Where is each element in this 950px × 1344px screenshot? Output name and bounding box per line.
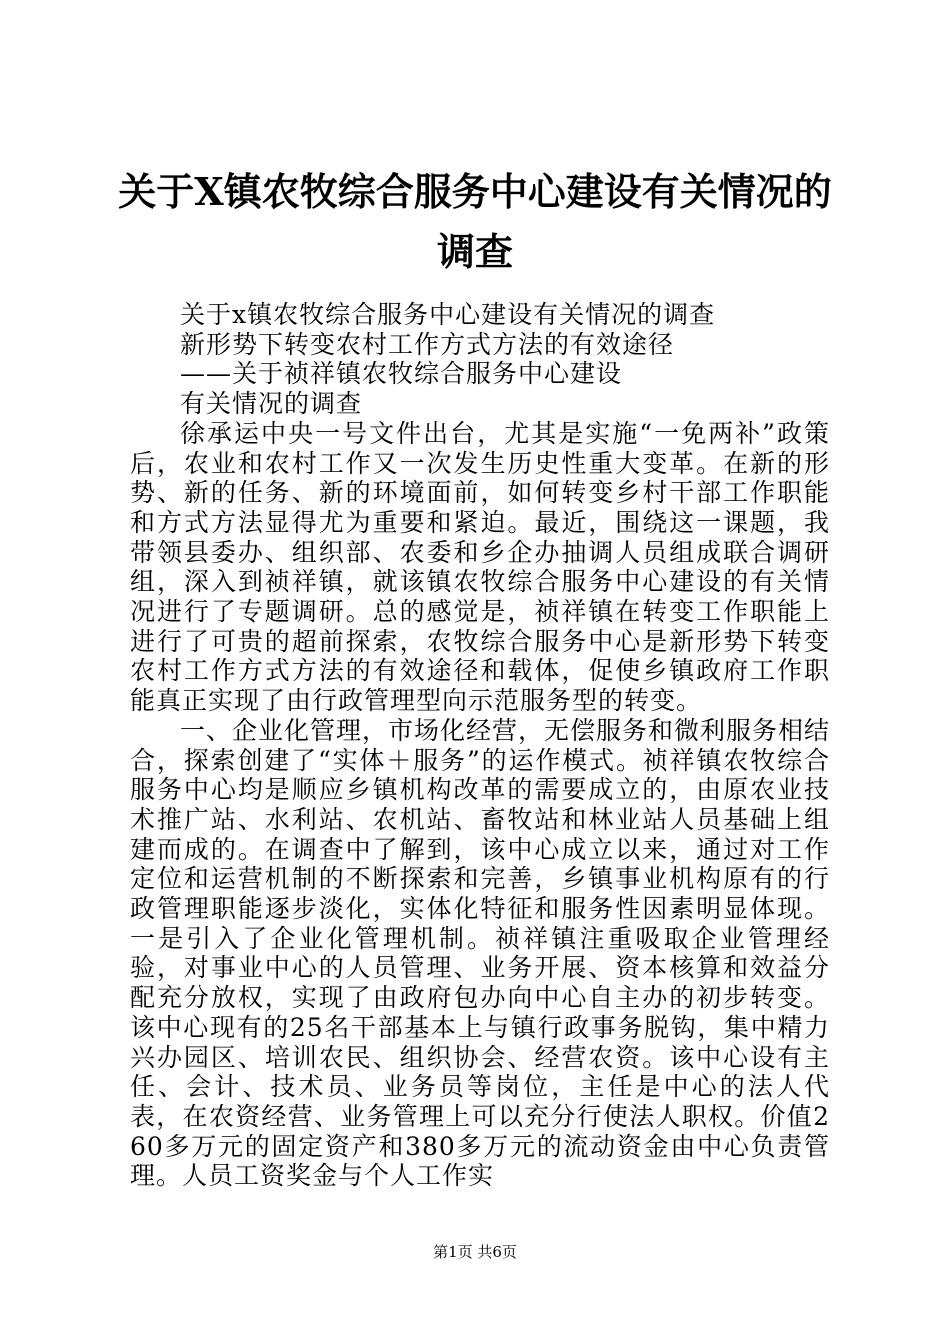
subtitle-line: ——关于祯祥镇农牧综合服务中心建设	[180, 359, 623, 389]
subtitle-line: 新形势下转变农村工作方式方法的有效途径	[180, 329, 675, 359]
subtitle-line: 关于x镇农牧综合服务中心建设有关情况的调查	[180, 300, 716, 329]
body-paragraph: 一、企业化管理，市场化经营，无偿服务和微利服务相结合，探索创建了“实体＋服务”的运作模式。祯祥镇农牧综合服务中心均是顺应乡镇机构改革的需要成立的，由原农业技术推广站、水利站、农机站、畜牧站和林业站人员基础上组建而成的。在调查中了解到，该中心成立以来，通过对工作定位和运营机制的不断探索和完善，乡镇事业机构原有的行政管理职能逐步淡化，实体化特征和服务性因素明显体现。一是引入了企业化管理机制。祯祥镇注重吸取企业管理经验，对事业中心的人员管理、业务开展、资本核算和效益分配充分放权，实现了由政府包办向中心自主办的初步转变。该中心现有的25名干部基本上与镇行政事务脱钩，集中精力兴办园区、培训农民、组织协会、经营农资。该中心设有主任、会计、技术员、业务员等岗位，主任是中心的法人代表，在农资经营、业务管理上可以充分行使法人职权。价值260多万元的固定资产和380多万元的流动资金由中心负责管理。人员工资奖金与个人工作实	[130, 715, 831, 1191]
page-footer: 第1页 共6页	[433, 1243, 517, 1261]
subtitle-line: 有关情况的调查	[180, 389, 363, 419]
document-title: 关于X镇农牧综合服务中心建设有关情况的调查	[118, 169, 832, 274]
document-body	[130, 300, 830, 1191]
body-paragraph: 徐承运中央一号文件出台，尤其是实施“一免两补”政策后，农业和农村工作又一次发生历史性重大变革。在新的形势、新的任务、新的环境面前，如何转变乡村干部工作职能和方式方法显得尤为重要和紧迫。最近，围绕这一课题，我带领县委办、组织部、农委和乡企办抽调人员组成联合调研组，深入到祯祥镇，就该镇农牧综合服务中心建设的有关情况进行了专题调研。总的感觉是，祯祥镇在转变工作职能上进行了可贵的超前探索，农牧综合服务中心是新形势下转变农村工作方式方法的有效途径和载体，促使乡镇政府工作职能真正实现了由行政管理型向示范服务型的转变。	[130, 418, 830, 716]
